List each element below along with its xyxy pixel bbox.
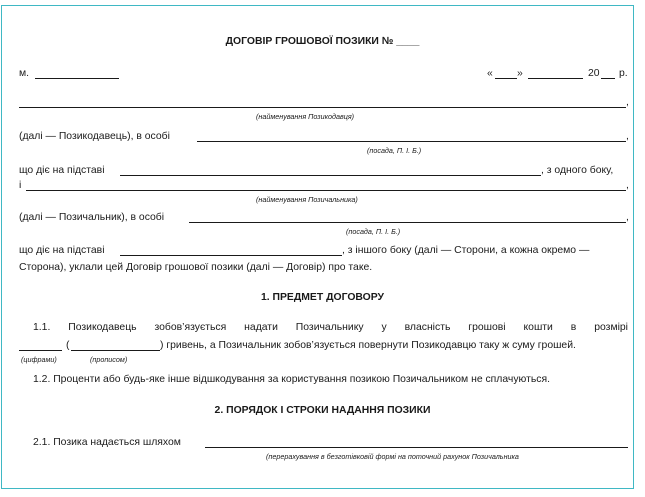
concluded-text: Сторона), уклали цей Договір грошової позики (далі — Договір) про таке.	[19, 262, 373, 273]
clause-1-1-line2: ) гривень, а Позичальник зобов’язується повернути Позикодавцю таку ж суму грошей.	[160, 340, 576, 351]
lender-name-blank[interactable]	[19, 107, 626, 108]
acting-basis-blank[interactable]	[120, 175, 541, 176]
lender-name-caption: (найменування Позикодавця)	[256, 112, 355, 121]
clause-1-1-line1: 1.1. Позикодавець зобов’язується надати Позичальнику у власність грошові кошти в розмірі	[33, 322, 628, 333]
borrower-representative-blank[interactable]	[189, 222, 626, 223]
words-caption: (прописом)	[90, 355, 128, 364]
city-blank[interactable]	[35, 78, 119, 79]
transfer-method-blank[interactable]	[205, 447, 628, 448]
lender-comma: ,	[626, 97, 629, 108]
lender-rep-comma: ,	[626, 131, 629, 142]
digits-caption: (цифрами)	[21, 355, 57, 364]
transfer-method-caption: (перерахування в безготівковій формі на поточний рахунок Позичальника	[266, 452, 519, 461]
acting-basis-label: що діє на підставі	[19, 165, 105, 176]
city-prefix: м.	[19, 68, 30, 79]
borrower-name-blank[interactable]	[26, 190, 626, 191]
date-quote-close: »	[517, 68, 523, 79]
year-prefix: 20	[588, 68, 600, 79]
position-caption-2: (посада, П. І. Б.)	[346, 227, 401, 236]
and-conjunction: і	[19, 180, 22, 191]
one-side-text: , з одного боку,	[541, 165, 614, 176]
date-quote-open: «	[487, 68, 493, 79]
section1-heading: 1. ПРЕДМЕТ ДОГОВОРУ	[260, 292, 384, 303]
lender-in-person-label: (далі — Позикодавець), в особі	[19, 131, 170, 142]
borrower-comma: ,	[626, 180, 629, 191]
lender-representative-blank[interactable]	[197, 141, 626, 142]
amount-paren-open: (	[66, 340, 70, 351]
other-side-text: , з іншого боку (далі — Сторони, а кожна окремо —	[342, 245, 590, 256]
year-blank[interactable]	[601, 78, 615, 79]
year-suffix: р.	[619, 68, 628, 79]
amount-words-blank[interactable]	[71, 350, 160, 351]
month-blank[interactable]	[528, 78, 583, 79]
day-blank[interactable]	[495, 78, 517, 79]
acting-basis-blank-2[interactable]	[120, 255, 342, 256]
borrower-in-person-label: (далі — Позичальник), в особі	[19, 212, 165, 223]
position-caption-1: (посада, П. І. Б.)	[367, 146, 422, 155]
borrower-name-caption: (найменування Позичальника)	[256, 195, 358, 204]
contract-title: ДОГОВІР ГРОШОВОЇ ПОЗИКИ № ____	[225, 36, 420, 47]
borrower-rep-comma: ,	[626, 212, 629, 223]
clause-2-1: 2.1. Позика надається шляхом	[33, 437, 181, 448]
clause-1-2: 1.2. Проценти або будь-яке інше відшкодування за користування позикою Позичальником не сплачуються.	[33, 374, 550, 385]
section2-heading: 2. ПОРЯДОК І СТРОКИ НАДАННЯ ПОЗИКИ	[214, 405, 431, 416]
amount-digits-blank[interactable]	[19, 350, 62, 351]
acting-basis-label-2: що діє на підставі	[19, 245, 105, 256]
